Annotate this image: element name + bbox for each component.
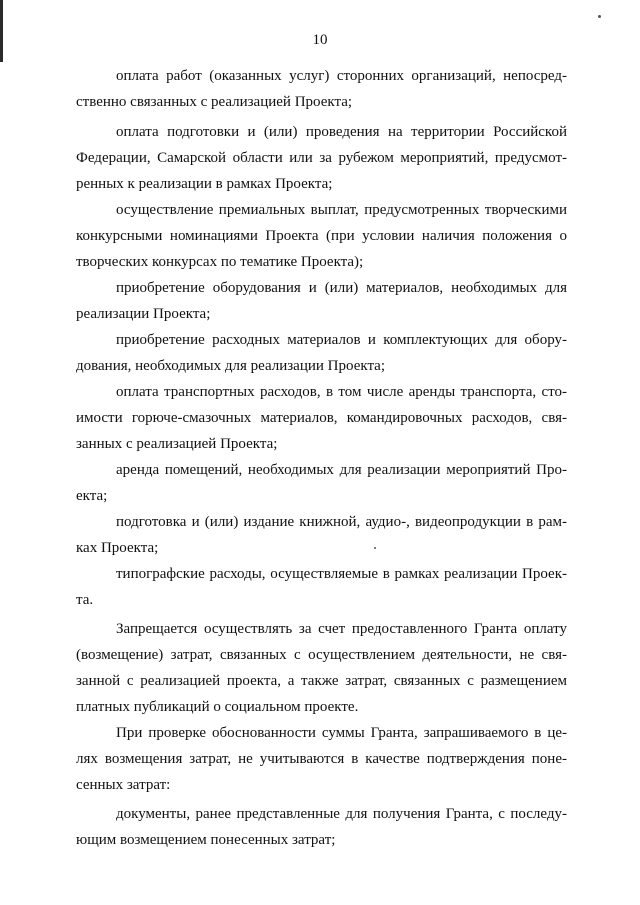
body-line: оплата подготовки и (или) проведения на территории Российской: [116, 124, 567, 140]
body-line: подготовка и (или) издание книжной, аудио-, видеопродукции в рам-: [116, 514, 567, 530]
body-line: При проверке обоснованности суммы Гранта, запрашиваемого в це-: [116, 725, 567, 741]
scan-speck: [598, 15, 601, 18]
body-line: Запрещается осуществлять за счет предоставленного Гранта оплату: [116, 621, 567, 637]
body-line: конкурсными номинациями Проекта (при условии наличия положения о: [76, 228, 567, 244]
body-line: (возмещение) затрат, связанных с осуществлением деятельности, не свя-: [76, 647, 567, 663]
body-line: приобретение расходных материалов и комплектующих для обору-: [116, 332, 567, 348]
body-line: творческих конкурсах по тематике Проекта);: [76, 254, 364, 270]
body-line: ках Проекта;: [76, 540, 159, 556]
body-line: платных публикаций о социальном проекте.: [76, 699, 359, 715]
body-line: Федерации, Самарской области или за рубежом мероприятий, предусмот-: [76, 150, 567, 166]
body-line: оплата работ (оказанных услуг) сторонних организаций, непосред-: [116, 68, 567, 84]
body-line: документы, ранее представленные для получения Гранта, с последу-: [116, 806, 567, 822]
body-line: реализации Проекта;: [76, 306, 211, 322]
body-line: оплата транспортных расходов, в том числе аренды транспорта, сто-: [116, 384, 567, 400]
body-line: осуществление премиальных выплат, предусмотренных творческими: [116, 202, 567, 218]
body-line: дования, необходимых для реализации Проекта;: [76, 358, 386, 374]
scan-edge: [0, 0, 3, 62]
body-line: типографские расходы, осуществляемые в рамках реализации Проек-: [116, 566, 567, 582]
body-line: ренных к реализации в рамках Проекта;: [76, 176, 333, 192]
body-line: лях возмещения затрат, не учитываются в качестве подтверждения поне-: [76, 751, 567, 767]
body-line: екта;: [76, 488, 108, 504]
body-line: имости горюче-смазочных материалов, командировочных расходов, свя-: [76, 410, 567, 426]
page-number: 10: [312, 32, 328, 48]
body-line: та.: [76, 592, 94, 608]
body-line: сенных затрат:: [76, 777, 171, 793]
body-line: ственно связанных с реализацией Проекта;: [76, 94, 353, 110]
body-line: занной с реализацией проекта, а также затрат, связанных с размещением: [76, 673, 567, 689]
body-line: ющим возмещением понесенных затрат;: [76, 832, 336, 848]
body-line: аренда помещений, необходимых для реализации мероприятий Про-: [116, 462, 567, 478]
body-line: занных с реализацией Проекта;: [76, 436, 278, 452]
body-line: приобретение оборудования и (или) материалов, необходимых для: [116, 280, 567, 296]
